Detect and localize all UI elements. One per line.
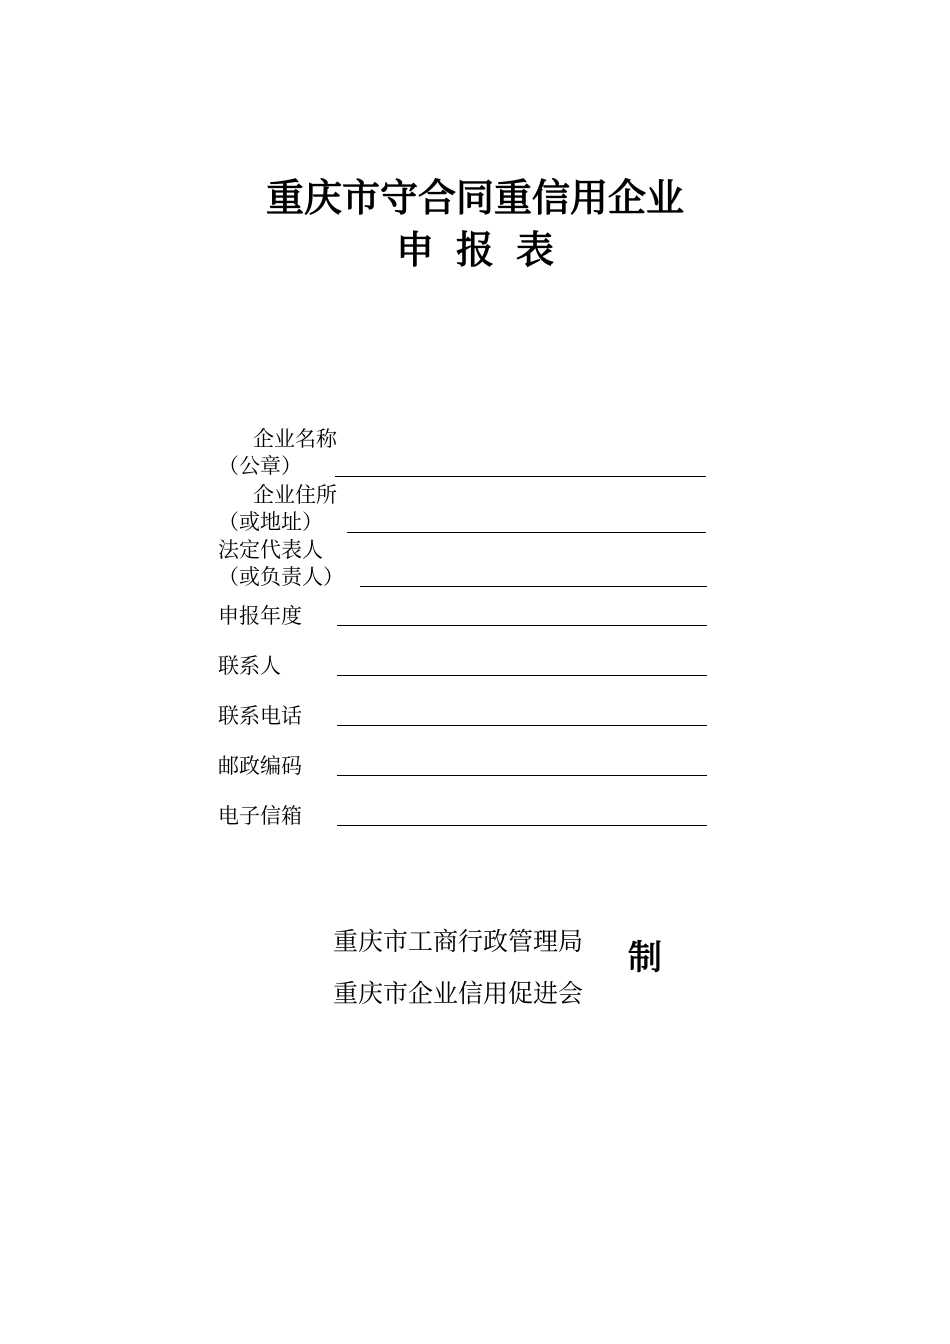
field-label: 联系人 [218,654,281,678]
field-label-line2: （公章） [218,454,302,478]
postal-code-input-line[interactable] [337,775,707,776]
contact-person-input-line[interactable] [337,675,707,676]
made-by-mark: 制 [628,938,662,978]
issuer-org-1: 重庆市工商行政管理局 [333,927,584,956]
document-title: 重庆市守合同重信用企业 [265,175,684,220]
field-label: 邮政编码 [218,754,302,778]
email-input-line[interactable] [337,825,707,826]
field-label-line1: 企业住所 [253,483,337,507]
field-label: 联系电话 [218,704,302,728]
field-label-line2: （或负责人） [218,565,344,589]
field-label-line1: 企业名称 [253,427,337,451]
declaration-year-input-line[interactable] [337,625,707,626]
document-subtitle: 申报表 [395,227,576,272]
field-label-line1: 法定代表人 [218,538,323,562]
field-label: 申报年度 [218,604,302,628]
issuer-org-2: 重庆市企业信用促进会 [333,979,584,1008]
field-label: 电子信箱 [218,804,302,828]
contact-phone-input-line[interactable] [337,725,707,726]
company-address-input-line[interactable] [347,532,706,533]
company-name-input-line[interactable] [335,476,706,477]
field-label-line2: （或地址） [218,510,323,534]
legal-representative-input-line[interactable] [360,586,707,587]
